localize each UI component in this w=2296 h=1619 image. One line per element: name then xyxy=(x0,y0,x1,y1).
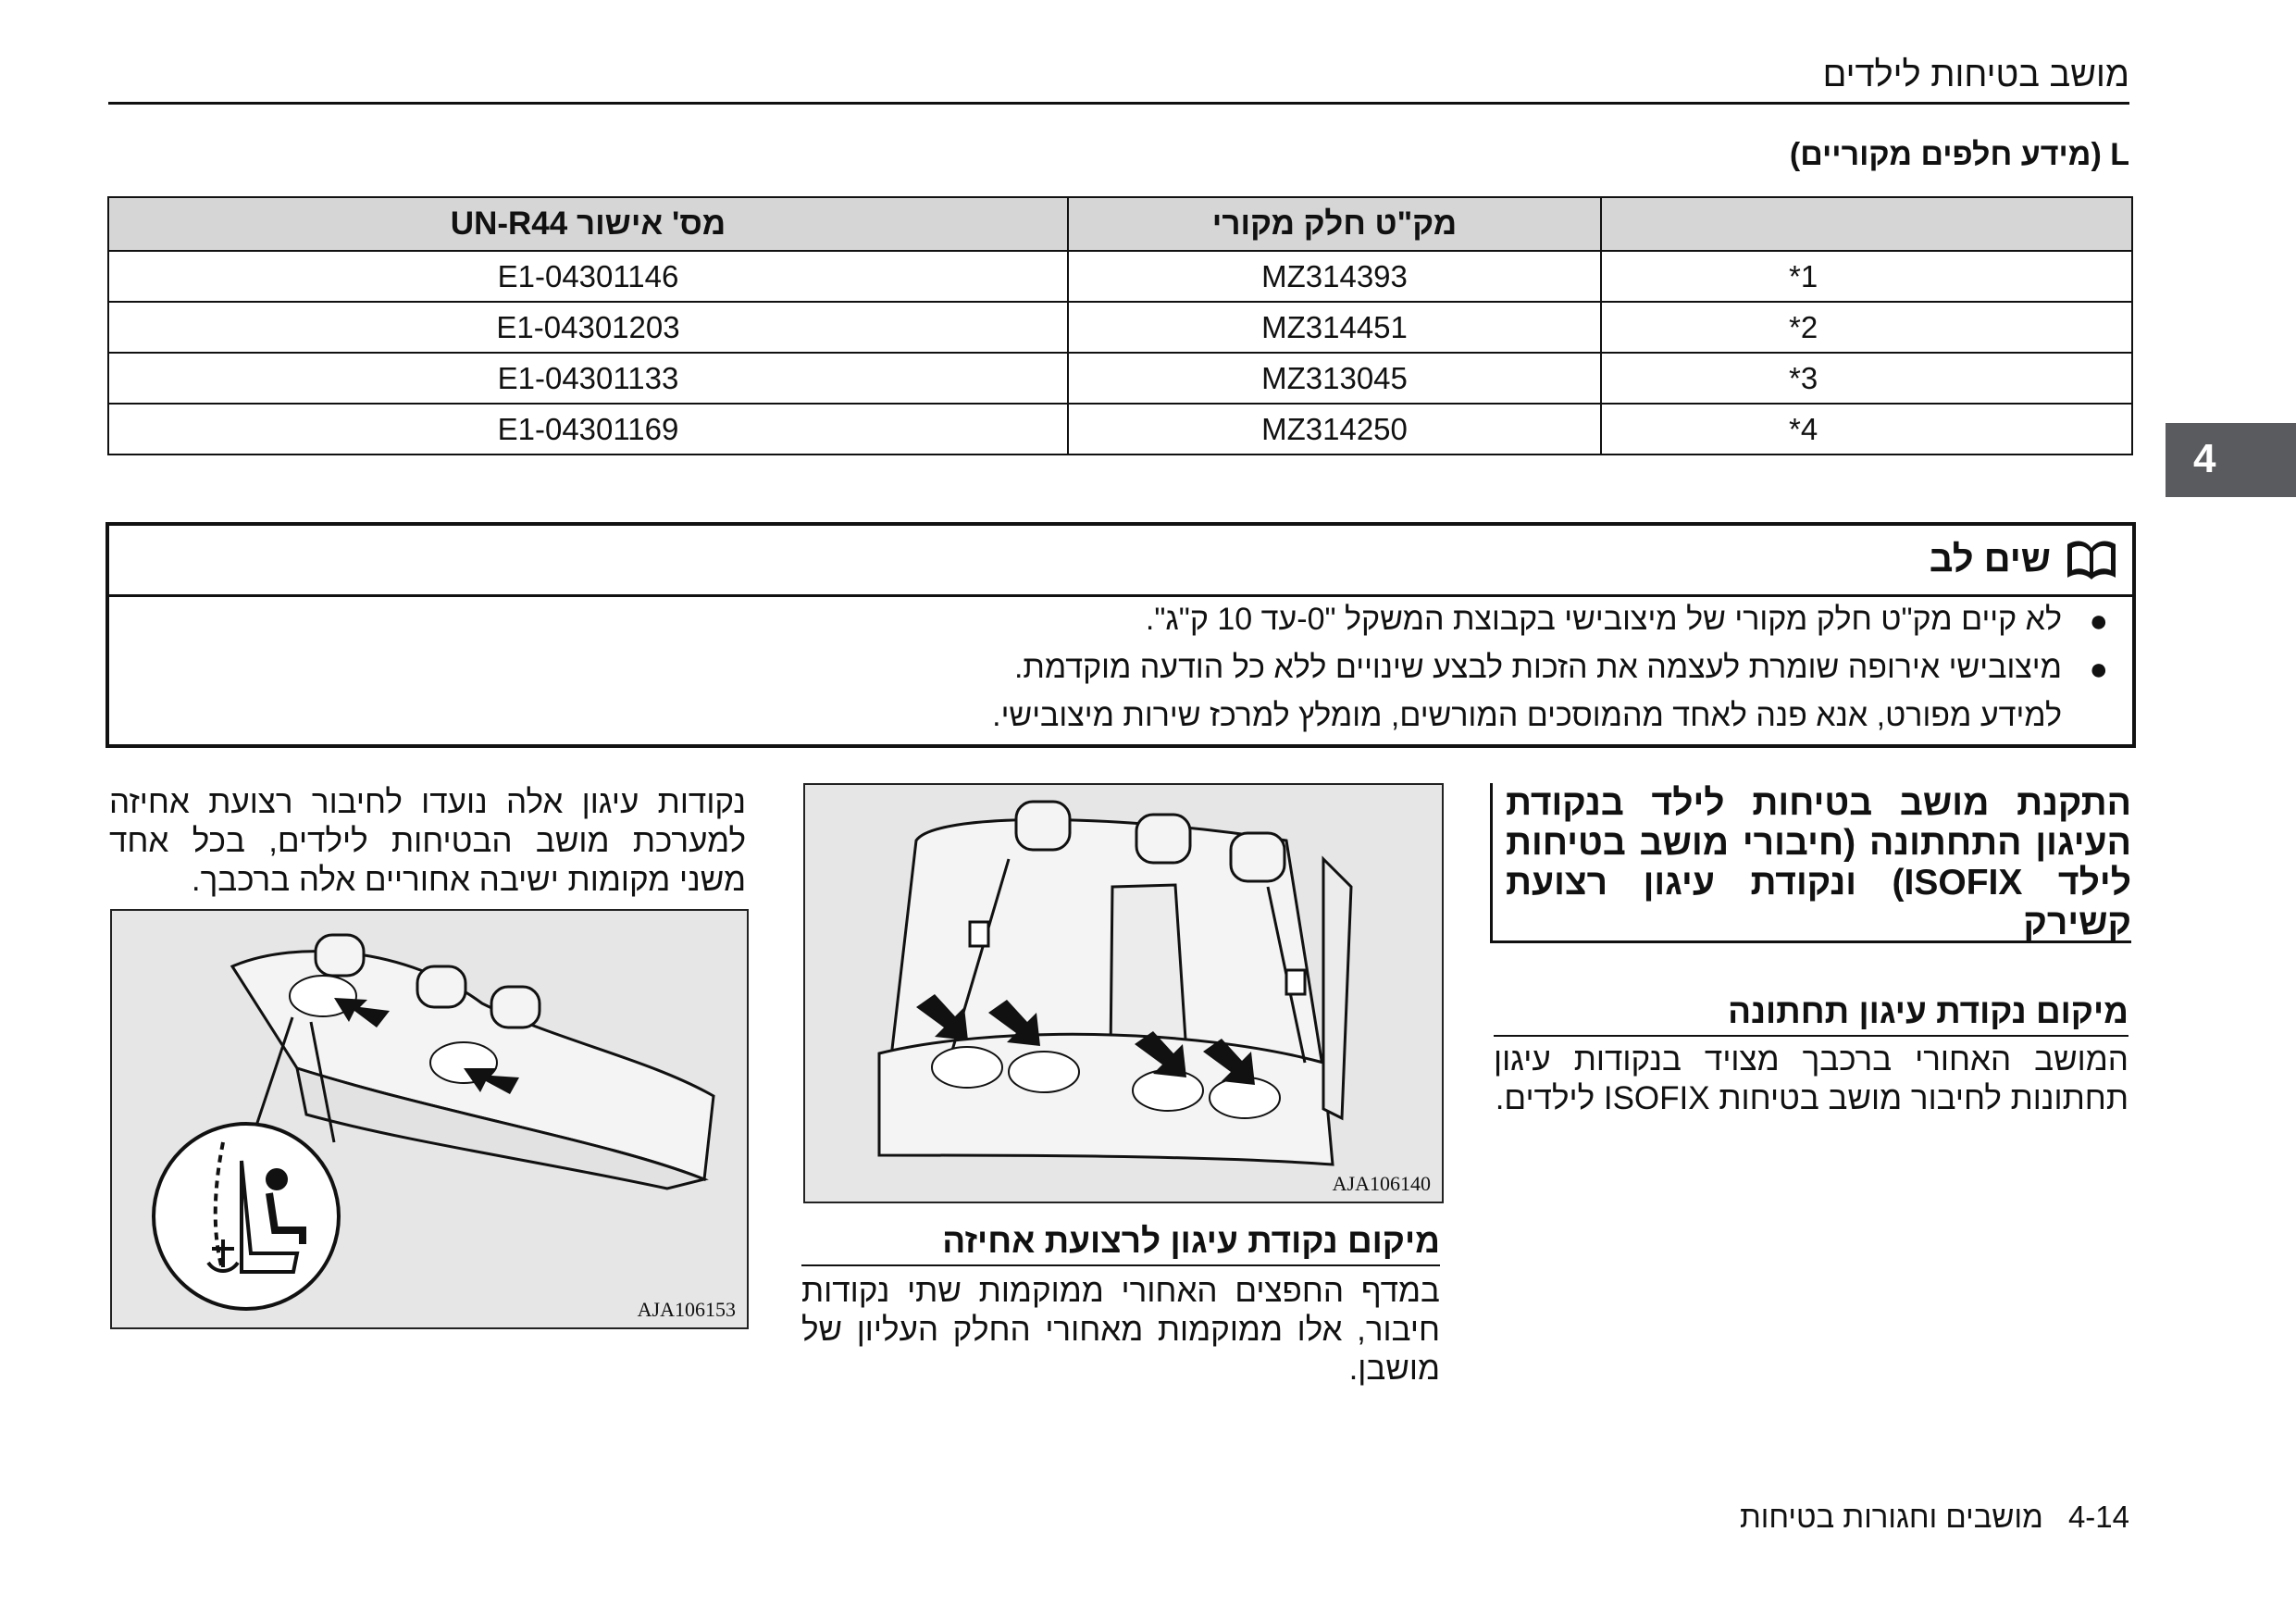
figure-code: AJA106140 xyxy=(1332,1172,1431,1195)
table-cell-approval: E1-04301133 xyxy=(108,353,1068,404)
table-cell-index: 4* xyxy=(1601,404,2132,455)
table-cell-approval: E1-04301169 xyxy=(108,404,1068,455)
running-header-title: מושב בטיחות לילדים xyxy=(1822,56,2129,94)
caution-item: למידע מפורט, אנא פנה לאחד מהמוסכים המורשים, מומלץ למרכז שירות מיצובישי. xyxy=(992,698,2062,733)
table-header-cell xyxy=(1601,197,2132,251)
rear-seat-illustration xyxy=(805,785,1442,1202)
parts-table xyxy=(107,196,2133,455)
chapter-tab-number: 4 xyxy=(2193,436,2216,481)
table-cell-part: MZ313045 xyxy=(1068,353,1601,404)
tether-anchor-location-heading: מיקום נקודת עיגון לרצועת אחיזה xyxy=(801,1222,1440,1266)
lower-anchor-location-text: המושב האחורי ברכבך מצויד בנקודות עיגון תחתונות לחיבור מושב בטיחות ISOFIX לילדים. xyxy=(1494,1041,2128,1116)
chapter-tab[interactable] xyxy=(2166,423,2296,497)
caution-item: לא קיים מק"ט חלק מקורי של מיצובישי בקבוצת המשקל "0-עד 10 ק"ג". xyxy=(1145,602,2062,637)
parcel-shelf-illustration xyxy=(112,911,747,1327)
table-cell-part: MZ314393 xyxy=(1068,251,1601,302)
table-cell-part: MZ314250 xyxy=(1068,404,1601,455)
isofix-section-box xyxy=(1490,783,2131,943)
table-cell-approval: E1-04301203 xyxy=(108,302,1068,353)
rear-seat-lower-anchors-figure xyxy=(803,783,1444,1203)
table-row xyxy=(108,251,2132,302)
page-footer xyxy=(1740,1500,2129,1535)
bullet-icon: ● xyxy=(2089,652,2108,687)
bullet-icon: ● xyxy=(2089,604,2108,639)
open-book-icon xyxy=(2064,535,2119,583)
caution-title-row xyxy=(109,526,2132,597)
lower-anchor-location-heading: מיקום נקודת עיגון תחתונה xyxy=(1494,992,2128,1037)
table-header-row xyxy=(108,197,2132,251)
tether-anchor-location-text: במדף החפצים האחורי ממוקמות שתי נקודות חיבור, אלו ממוקמות מאחורי החלק העליון של מושבן. xyxy=(801,1273,1440,1387)
table-row xyxy=(108,353,2132,404)
caution-box xyxy=(105,522,2136,748)
footer-chapter-name: מושבים וחגורות בטיחות xyxy=(1739,1500,2043,1534)
tether-intro-text: נקודות עיגון אלה נועדו לחיבור רצועת אחיזה למערכת מושב הבטיחות לילדים, בכל אחד משני מקומות ישיבה אחוריים אלה ברכבך. xyxy=(109,784,746,898)
isofix-section-title: התקנת מושב בטיחות לילד בנקודת העיגון התחתונה (חיבורי מושב בטיחות לילד ISOFIX) ונקודת עיגון רצועת קשירק xyxy=(1506,783,2131,942)
table-row xyxy=(108,404,2132,455)
table-cell-approval: E1-04301146 xyxy=(108,251,1068,302)
table-header-cell: מק"ט חלק מקורי xyxy=(1068,197,1601,251)
caution-title: שים לב xyxy=(1929,539,2051,579)
table-cell-part: MZ314451 xyxy=(1068,302,1601,353)
table-header-cell: מס' אישור UN-R44 xyxy=(108,197,1068,251)
table-cell-index: 2* xyxy=(1601,302,2132,353)
table-cell-index: 3* xyxy=(1601,353,2132,404)
table-cell-index: 1* xyxy=(1601,251,2132,302)
running-header xyxy=(108,52,2129,105)
caution-item: מיצובישי אירופה שומרת לעצמה את הזכות לבצע שינויים ללא כל הודעה מוקדמת. xyxy=(1013,650,2062,685)
figure-code: AJA106153 xyxy=(637,1298,736,1321)
parcel-shelf-tether-figure xyxy=(110,909,749,1329)
table-row xyxy=(108,302,2132,353)
footer-page-number: 4-14 xyxy=(2067,1500,2129,1534)
section-l-heading: L (מידע חלפים מקוריים) xyxy=(1789,137,2129,172)
